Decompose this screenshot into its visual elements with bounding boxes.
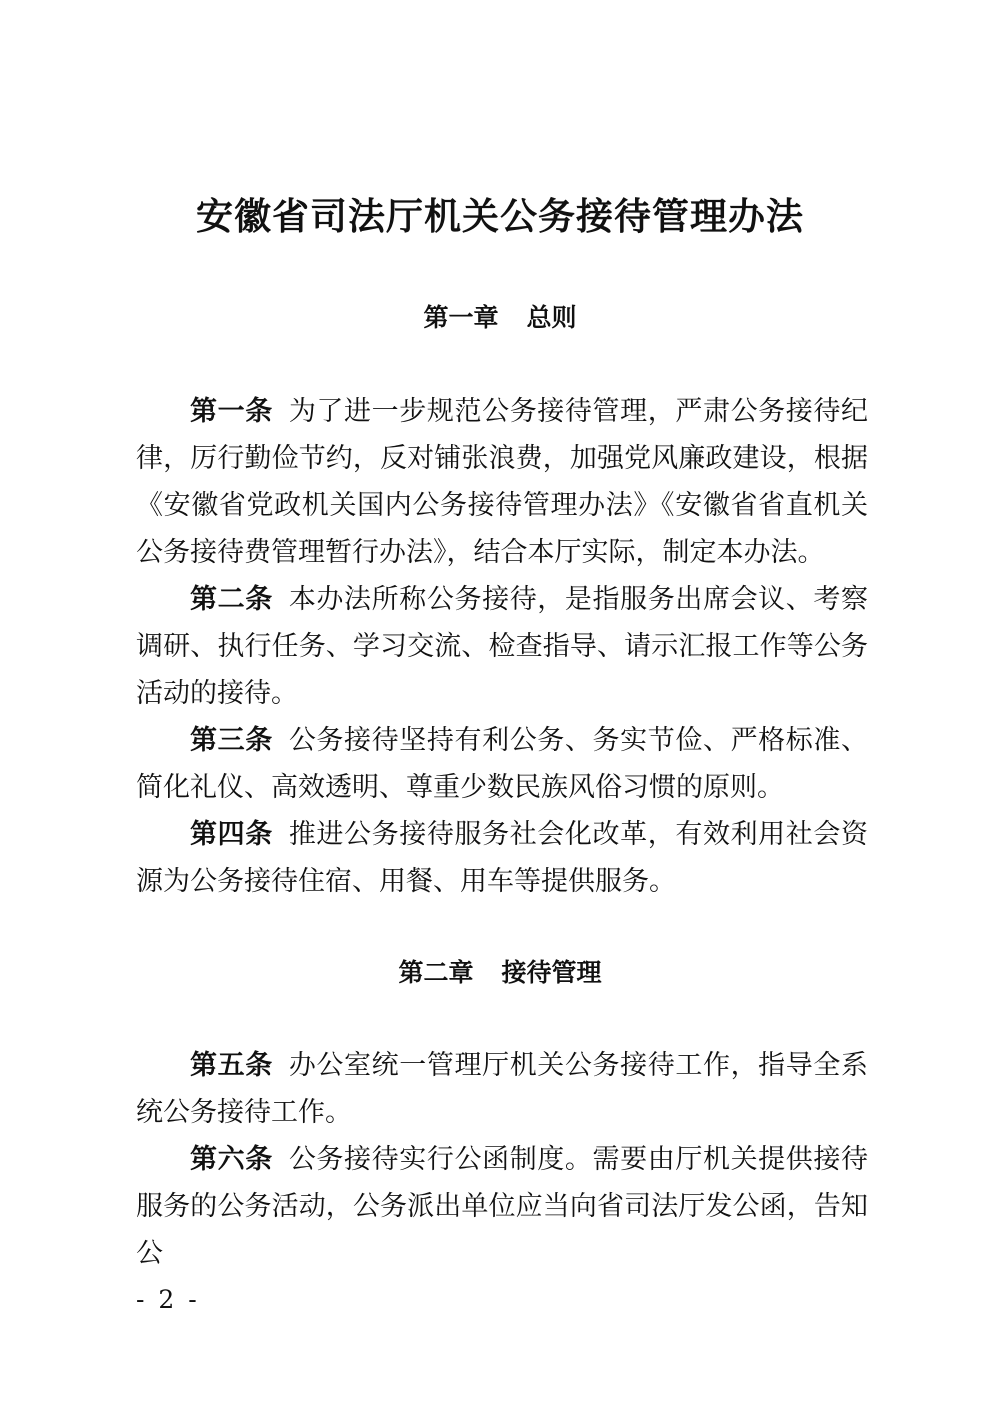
chapter-number: 第一章 (423, 303, 499, 332)
page-number: - 2 - (136, 1285, 200, 1314)
article-4 (136, 811, 868, 905)
article-number: 第三条 (190, 725, 273, 756)
article-number: 第六条 (190, 1144, 273, 1175)
article-5 (136, 1042, 868, 1136)
document-title: 安徽省司法厅机关公务接待管理办法 (196, 194, 804, 238)
article-text: 公务接待实行公函制度。需要由厅机关提供接待服务的公务活动，公务派出单位应当向省司法厅发公函，告知公 (136, 1144, 869, 1269)
article-text: 推进公务接待服务社会化改革，有效利用社会资源为公务接待住宿、用餐、用车等提供服务。 (136, 819, 869, 897)
article-3 (136, 717, 868, 811)
article-number: 第四条 (190, 819, 273, 850)
article-text: 办公室统一管理厅机关公务接待工作，指导全系统公务接待工作。 (136, 1050, 869, 1128)
article-2 (136, 576, 868, 717)
article-1 (136, 388, 868, 576)
chapter-name: 总则 (526, 303, 577, 332)
article-text: 为了进一步规范公务接待管理，严肃公务接待纪律，厉行勤俭节约，反对铺张浪费，加强党风廉政建设，根据《安徽省党政机关国内公务接待管理办法》《安徽省省直机关公务接待费管理暂行办法》，结合本厅实际，制定本办法。 (136, 396, 869, 568)
article-6 (136, 1136, 868, 1277)
article-number: 第二条 (190, 584, 273, 615)
chapter-heading-1 (0, 298, 1000, 338)
chapter-name: 接待管理 (501, 958, 602, 987)
article-text: 本办法所称公务接待，是指服务出席会议、考察调研、执行任务、学习交流、检查指导、请示汇报工作等公务活动的接待。 (136, 584, 869, 709)
chapter-heading-2 (0, 953, 1000, 993)
article-number: 第一条 (190, 396, 273, 427)
article-text: 公务接待坚持有利公务、务实节俭、严格标准、简化礼仪、高效透明、尊重少数民族风俗习惯的原则。 (136, 725, 869, 803)
chapter-number: 第二章 (398, 958, 474, 987)
article-number: 第五条 (190, 1050, 273, 1081)
